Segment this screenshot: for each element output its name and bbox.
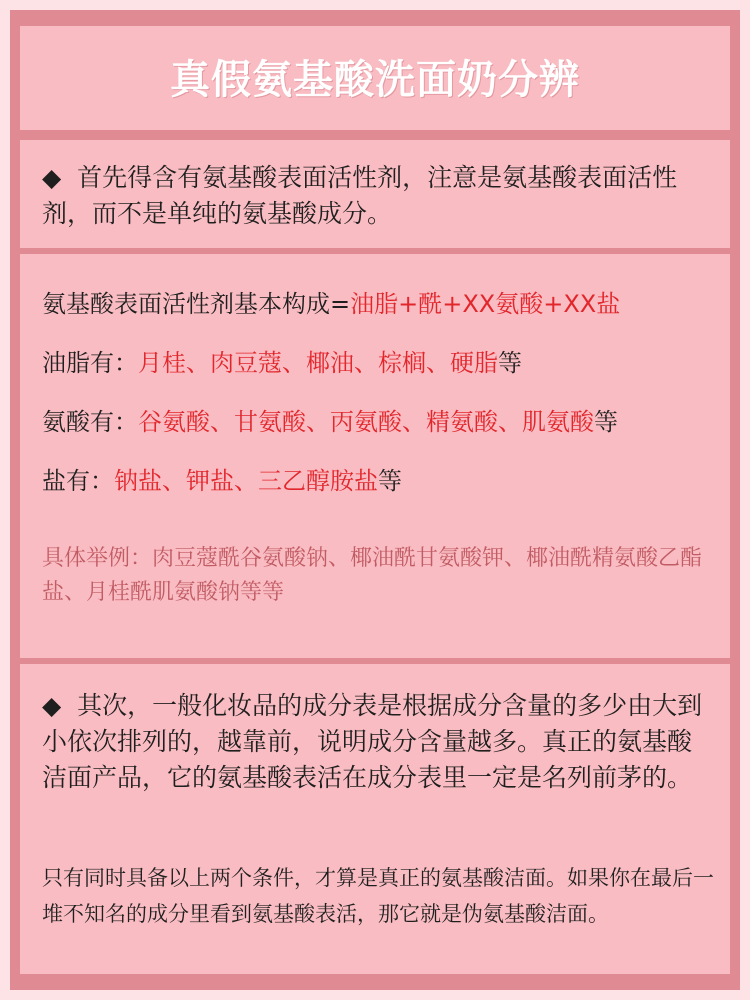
condition-one-text <box>42 160 712 232</box>
formula-label: 氨基酸表面活性剂基本构成= <box>42 290 351 318</box>
example-text: 具体举例：肉豆蔻酰谷氨酸钠、椰油酰甘氨酸钾、椰油酰精氨酸乙酯盐、月桂酰肌氨酸钠等等 <box>42 546 703 605</box>
formula-line <box>42 288 720 320</box>
condition-two-panel <box>20 664 730 974</box>
conclusion-text: 只有同时具备以上两个条件，才算是真正的氨基酸洁面。如果你在最后一堆不知名的成分里看到氨基酸表活，那它就是伪氨基酸洁面。 <box>42 866 714 926</box>
formula-value: 油脂+酰+XX氨酸+XX盐 <box>350 290 621 318</box>
condition-one-body: 首先得含有氨基酸表面活性剂，注意是氨基酸表面活性剂，而不是单纯的氨基酸成分。 <box>42 163 678 228</box>
salts-suffix: 等 <box>378 467 402 495</box>
condition-two-text <box>42 688 712 796</box>
salts-label: 盐有： <box>42 467 114 495</box>
acids-label: 氨酸有： <box>42 408 138 436</box>
infographic-frame <box>10 10 740 990</box>
condition-two-body: 其次，一般化妆品的成分表是根据成分含量的多少由大到小依次排列的，越靠前，说明成分含量越多。真正的氨基酸洁面产品，它的氨基酸表活在成分表里一定是名列前茅的。 <box>42 691 703 792</box>
condition-one-panel <box>20 140 730 248</box>
page-title: 真假氨基酸洗面奶分辨 <box>170 57 580 103</box>
salts-value: 钠盐、钾盐、三乙醇胺盐 <box>114 467 378 495</box>
oils-line <box>42 347 720 379</box>
composition-panel <box>20 254 730 658</box>
oils-label: 油脂有： <box>42 349 138 377</box>
oils-value: 月桂、肉豆蔻、椰油、棕榈、硬脂 <box>138 349 498 377</box>
oils-suffix: 等 <box>498 349 522 377</box>
diamond-bullet-icon: ◆ <box>42 163 62 192</box>
salts-line <box>42 465 720 497</box>
acids-suffix: 等 <box>594 408 618 436</box>
title-panel <box>20 26 730 130</box>
diamond-bullet-icon: ◆ <box>42 691 62 720</box>
acids-value: 谷氨酸、甘氨酸、丙氨酸、精氨酸、肌氨酸 <box>138 408 594 436</box>
acids-line <box>42 406 720 438</box>
